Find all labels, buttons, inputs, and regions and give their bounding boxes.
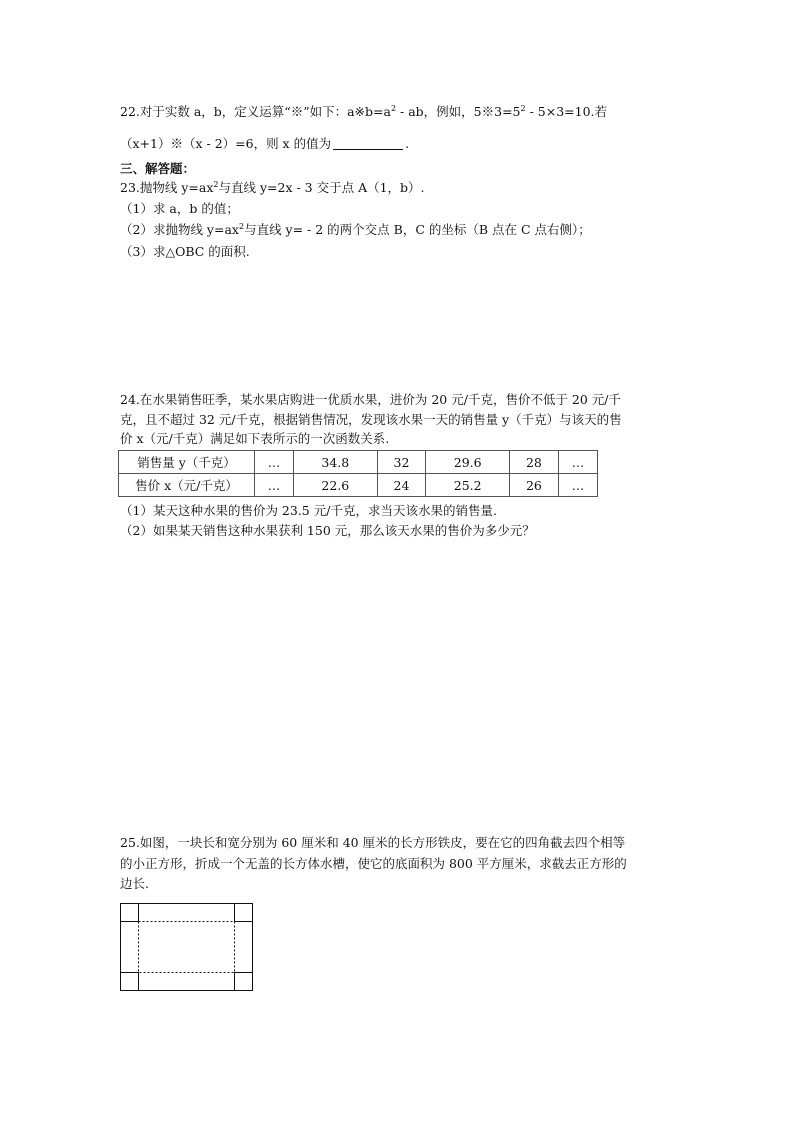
- q22-text-a: 22.对于实数 a，b，定义运算“※”如下：a※b=a: [120, 104, 391, 119]
- sales-table: [118, 450, 598, 497]
- q22-text-e: .: [405, 136, 410, 151]
- q25-line-2: 的小正方形，折成一个无盖的长方体水槽，使它的底面积为 800 平方厘米，求截去正方形的: [120, 856, 627, 871]
- q22-text-b: - ab，例如，5※3=5: [396, 104, 521, 119]
- table-cell: …: [255, 474, 294, 497]
- q23-p2-sup: 2: [238, 221, 245, 231]
- table-cell: 28: [509, 451, 558, 474]
- corner-square-bottom-left: [121, 973, 139, 991]
- table-cell: …: [255, 451, 294, 474]
- q22-text-d: （x+1）※（x - 2）=6，则 x 的值为: [120, 136, 332, 151]
- table-cell: 34.8: [294, 451, 377, 474]
- row-label-price: 售价 x（元/千克）: [119, 474, 255, 497]
- q25-line-3: 边长.: [120, 876, 149, 891]
- iron-sheet-figure: [120, 903, 253, 991]
- table-row: [119, 474, 598, 497]
- fold-line-dashed: [139, 922, 235, 973]
- q23-part-3: （3）求△OBC 的面积.: [120, 244, 250, 259]
- q22-sup-b: 2: [520, 103, 526, 113]
- q23-stem-b: 与直线 y=2x - 3 交于点 A（1，b）.: [218, 180, 425, 195]
- q22-line-2: [120, 136, 680, 152]
- table-cell: 22.6: [294, 474, 377, 497]
- table-cell: 25.2: [426, 474, 509, 497]
- q24-part-2: （2）如果某天销售这种水果获利 150 元，那么该天水果的售价为多少元？: [120, 523, 535, 538]
- q25-line-1: 25.如图，一块长和宽分别为 60 厘米和 40 厘米的长方形铁皮，要在它的四角截去四个相等: [120, 835, 626, 850]
- table-cell: …: [558, 474, 597, 497]
- section-heading: 三、解答题：: [120, 161, 196, 176]
- q23-part-2: [120, 222, 680, 238]
- q22-line-1: [120, 104, 680, 120]
- table-cell: 24: [377, 474, 426, 497]
- table-cell: 26: [509, 474, 558, 497]
- table-cell: 32: [377, 451, 426, 474]
- q22-text-c: - 5×3=10.若: [525, 104, 608, 119]
- table-cell: …: [558, 451, 597, 474]
- q24-line-1: 24.在水果销售旺季，某水果店购进一优质水果，进价为 20 元/千克，售价不低于 20 元/千: [120, 392, 622, 407]
- q23-stem-sup: 2: [213, 179, 219, 189]
- corner-square-bottom-right: [235, 973, 253, 991]
- corner-square-top-right: [235, 904, 253, 922]
- q23-p2-a: （2）求抛物线 y=ax: [120, 222, 239, 237]
- q23-p2-b: 与直线 y= - 2 的两个交点 B，C 的坐标（B 点在 C 点右侧）；: [244, 222, 591, 237]
- table-row: [119, 451, 598, 474]
- q24-part-1: （1）某天这种水果的售价为 23.5 元/千克，求当天该水果的销售量.: [120, 503, 497, 518]
- q23-stem: [120, 180, 680, 196]
- sheet-outline: [121, 904, 253, 991]
- q24-line-2: 克，且不超过 32 元/千克，根据销售情况，发现该水果一天的销售量 y（千克）与该天的售: [120, 412, 622, 427]
- q24-line-3: 价 x（元/千克）满足如下表所示的一次函数关系.: [120, 431, 390, 446]
- q23-stem-a: 23.抛物线 y=ax: [120, 180, 214, 195]
- corner-square-top-left: [121, 904, 139, 922]
- row-label-sales: 销售量 y（千克）: [119, 451, 255, 474]
- q22-answer-blank[interactable]: [333, 137, 403, 150]
- q22-sup-a: 2: [390, 103, 397, 113]
- table-cell: 29.6: [426, 451, 509, 474]
- q23-part-1: （1）求 a，b 的值；: [120, 201, 239, 216]
